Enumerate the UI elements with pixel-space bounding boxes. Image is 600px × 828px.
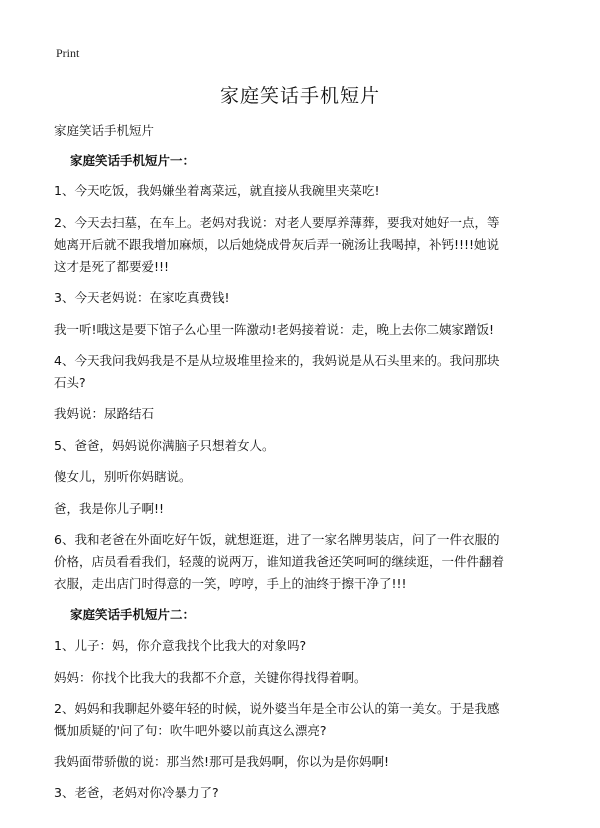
- section-1-heading: 家庭笑话手机短片一：: [70, 153, 196, 168]
- print-link[interactable]: Print: [56, 46, 80, 60]
- paragraph-line: 她离开后就不跟我增加麻烦，以后她烧成骨灰后弄一碗汤让我喝掉，补钙!!!!她说: [54, 237, 500, 252]
- subtitle: 家庭笑话手机短片: [54, 123, 155, 138]
- paragraph-line: 价格，店员看看我们，轻蔑的说两万，谁知道我爸还笑呵呵的继续逛，一件件翻着: [54, 554, 505, 569]
- paragraph-line: 2、妈妈和我聊起外婆年轻的时候，说外婆当年是全市公认的第一美女。于是我感: [54, 701, 500, 716]
- paragraph-line: 妈妈：你找个比我大的我都不介意，关键你得找得着啊。: [54, 670, 367, 685]
- paragraph-line: 1、儿子：妈，你介意我找个比我大的对象吗?: [54, 638, 307, 653]
- paragraph-line: 3、老爸，老妈对你冷暴力了?: [54, 785, 219, 800]
- paragraph-line: 我妈说：尿路结石: [54, 406, 155, 421]
- paragraph-line: 3、今天老妈说：在家吃真费钱!: [54, 290, 230, 305]
- paragraph-line: 2、今天去扫墓，在车上。老妈对我说：对老人要厚养薄葬，要我对她好一点，等: [54, 215, 500, 230]
- paragraph-line: 我妈面带骄傲的说：那当然!那可是我妈啊，你以为是你妈啊!: [54, 754, 390, 769]
- paragraph-line: 5、爸爸，妈妈说你满脑子只想着女人。: [54, 438, 275, 453]
- paragraph-line: 6、我和老爸在外面吃好午饭，就想逛逛，进了一家名牌男装店，问了一件衣服的: [54, 532, 500, 547]
- paragraph-line: 我一听!哦这是要下馆子么心里一阵激动!老妈接着说：走，晚上去你二姨家蹭饭!: [54, 322, 495, 337]
- paragraph-line: 衣服，走出店门时得意的一笑，哼哼，手上的油终于擦干净了!!!: [54, 576, 407, 591]
- paragraph-line: 傻女儿，别听你妈瞎说。: [54, 469, 192, 484]
- paragraph-line: 4、今天我问我妈我是不是从垃圾堆里捡来的，我妈说是从石头里来的。我问那块: [54, 353, 500, 368]
- page-title: 家庭笑话手机短片: [219, 85, 380, 107]
- paragraph-line: 慨加质疑的'问了句：吹牛吧外婆以前真这么漂亮?: [54, 723, 327, 738]
- paragraph-line: 这才是死了都要爱!!!: [54, 259, 170, 274]
- paragraph-line: 石头?: [54, 375, 86, 390]
- section-2-heading: 家庭笑话手机短片二：: [70, 607, 196, 622]
- paragraph-line: 爸，我是你儿子啊!!: [54, 501, 165, 516]
- paragraph-line: 1、今天吃饭，我妈嫌坐着离菜远，就直接从我碗里夹菜吃!: [54, 183, 380, 198]
